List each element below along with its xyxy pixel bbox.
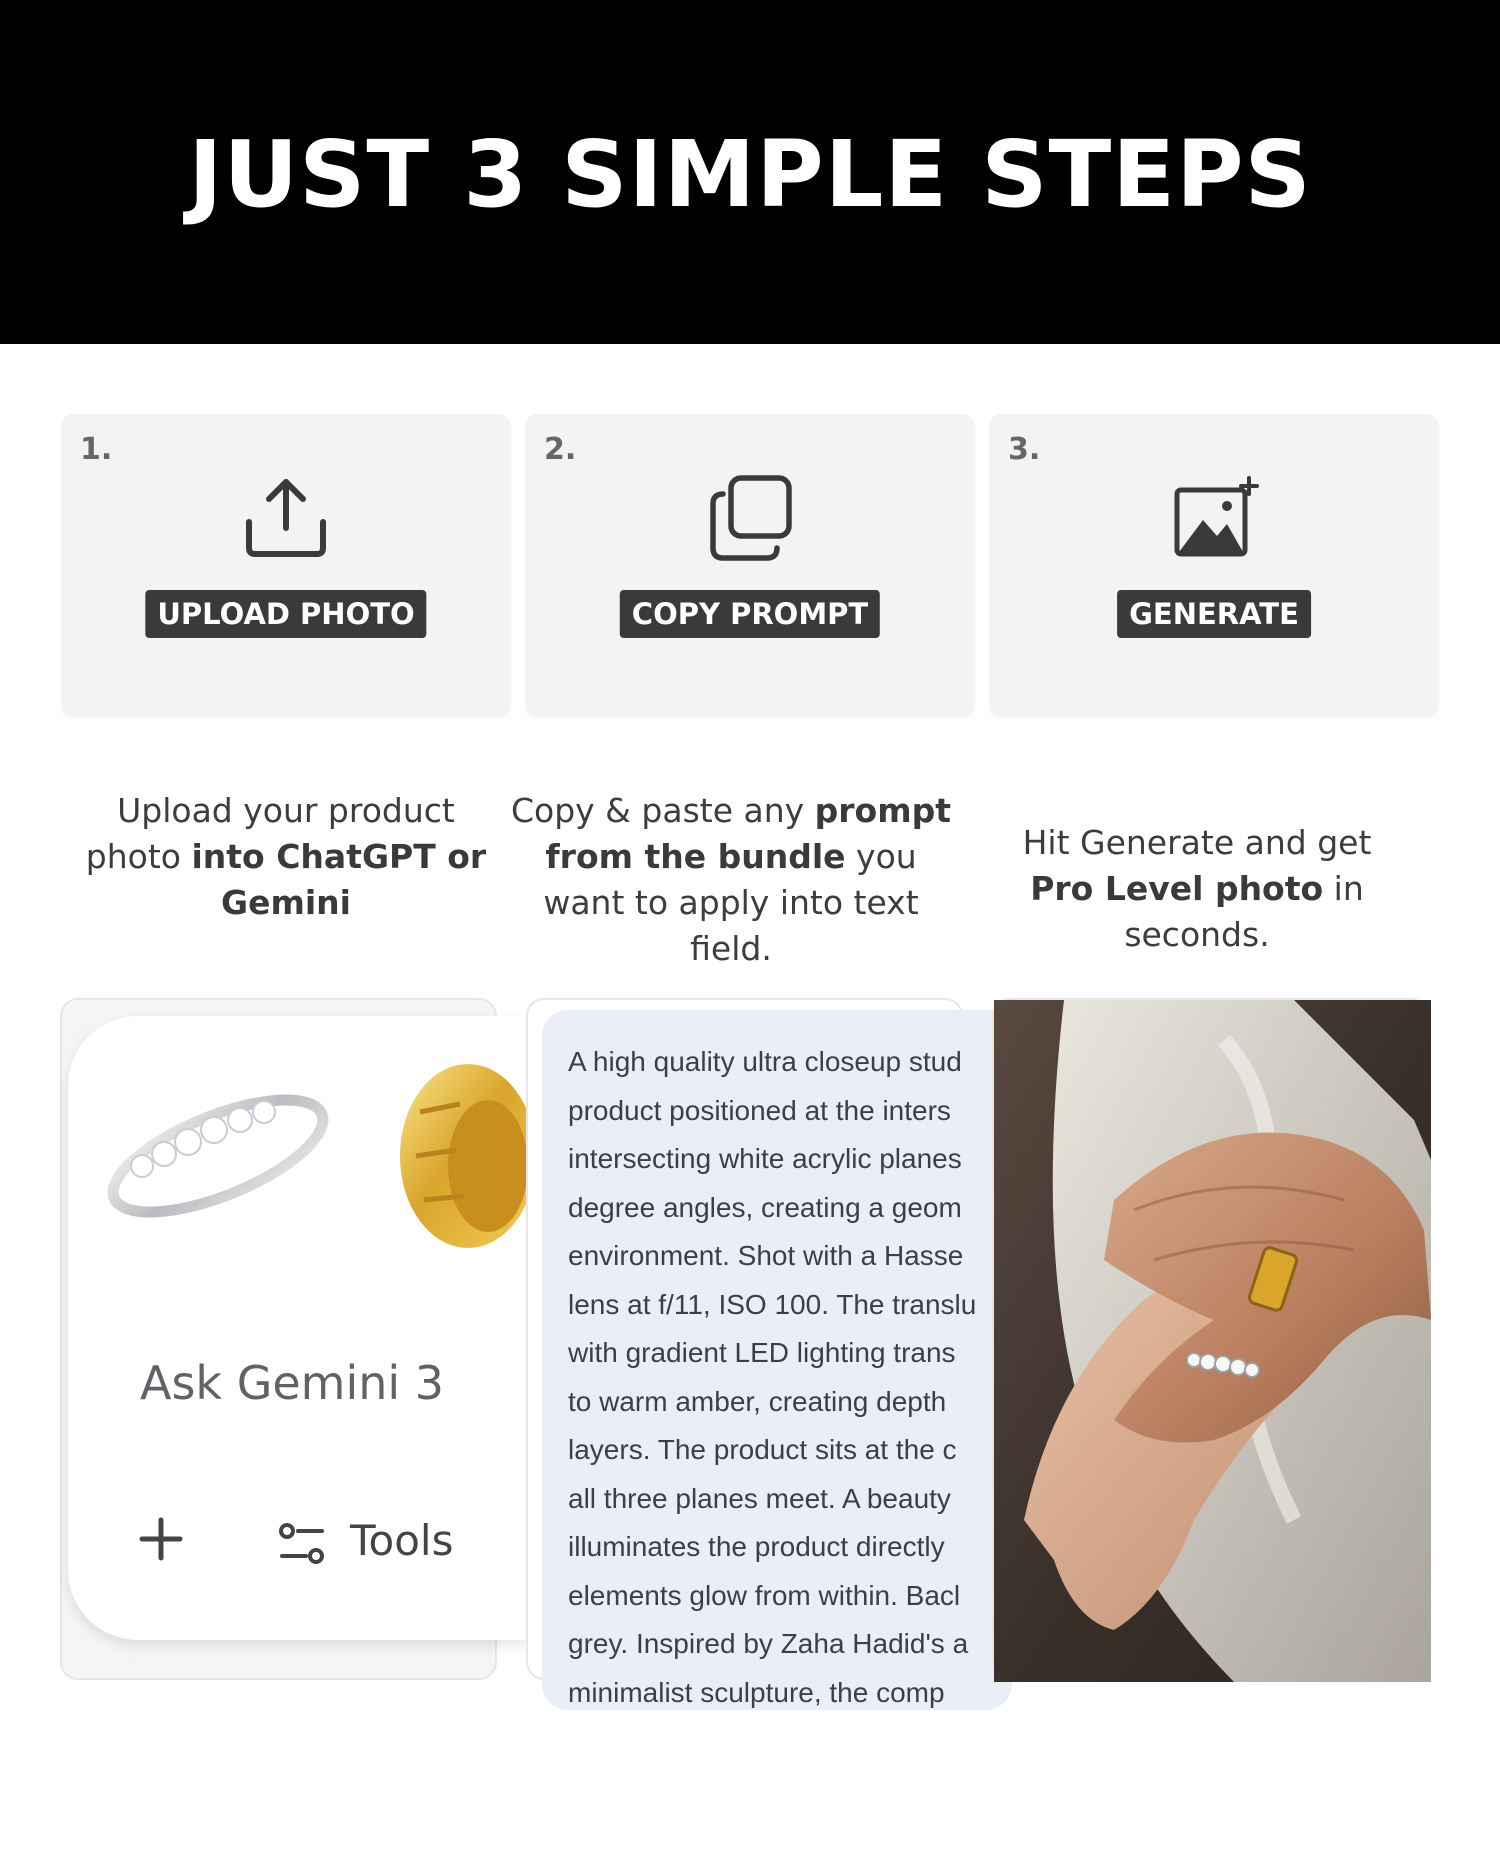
prompt-line: all three planes meet. A beauty bbox=[568, 1482, 951, 1514]
tools-button[interactable]: Tools bbox=[350, 1516, 454, 1565]
step-description-2: Copy & paste any prompt from the bundle you want to apply into text field. bbox=[510, 791, 952, 968]
result-photo-panel bbox=[992, 998, 1429, 1680]
prompt-line: environment. Shot with a Hasse bbox=[568, 1240, 964, 1271]
uploaded-ring-images bbox=[68, 1016, 528, 1316]
prompt-line: layers. The product sits at the c bbox=[568, 1434, 957, 1465]
prompt-line: degree angles, creating a geom bbox=[568, 1191, 962, 1223]
prompt-text-field[interactable] bbox=[542, 1010, 1012, 1710]
prompt-line: elements glow from within. Bacl bbox=[568, 1579, 961, 1611]
step-number: 3. bbox=[1008, 432, 1041, 467]
prompt-line: minimalist sculpture, the comp bbox=[568, 1676, 945, 1708]
prompt-line: lens at f/11, ISO 100. The translu bbox=[568, 1288, 977, 1320]
prompt-line: with gradient LED lighting trans bbox=[568, 1337, 956, 1368]
step-number: 2. bbox=[544, 432, 577, 467]
generated-result-photo bbox=[994, 1000, 1431, 1682]
prompt-text bbox=[568, 1038, 998, 1717]
copy-icon bbox=[705, 472, 795, 562]
prompt-line: intersecting white acrylic planes bbox=[568, 1143, 962, 1174]
upload-icon bbox=[241, 472, 331, 562]
gemini-input-panel bbox=[60, 998, 497, 1680]
step-description-1: Upload your product photo into ChatGPT or Gemini bbox=[85, 791, 487, 922]
step-card-generate bbox=[990, 414, 1438, 716]
gemini-placeholder: Ask Gemini 3 bbox=[140, 1356, 445, 1410]
prompt-line: grey. Inspired by Zaha Hadid's a bbox=[568, 1628, 969, 1659]
step-card-upload bbox=[62, 414, 510, 716]
prompt-line: A high quality ultra closeup stud bbox=[568, 1046, 962, 1077]
step-label-generate: GENERATE bbox=[1117, 590, 1311, 638]
plus-icon[interactable] bbox=[138, 1516, 184, 1562]
tools-icon[interactable] bbox=[278, 1522, 326, 1566]
prompt-line: to warm amber, creating depth bbox=[568, 1385, 947, 1417]
image-plus-icon bbox=[1169, 472, 1259, 562]
step-description-3: Hit Generate and get Pro Level photo in seconds. bbox=[1022, 823, 1372, 954]
step-label-upload: UPLOAD PHOTO bbox=[145, 590, 426, 638]
prompt-line: illuminates the product directly bbox=[568, 1531, 945, 1562]
step-label-copy: COPY PROMPT bbox=[620, 590, 880, 638]
prompt-line: product positioned at the inters bbox=[568, 1094, 951, 1126]
header-banner bbox=[0, 0, 1500, 344]
prompt-text-panel bbox=[526, 998, 977, 1708]
gemini-prompt-box[interactable] bbox=[68, 1016, 528, 1640]
step-card-copy bbox=[526, 414, 974, 716]
step-number: 1. bbox=[80, 432, 113, 467]
page-title: JUST 3 SIMPLE STEPS bbox=[188, 121, 1312, 228]
